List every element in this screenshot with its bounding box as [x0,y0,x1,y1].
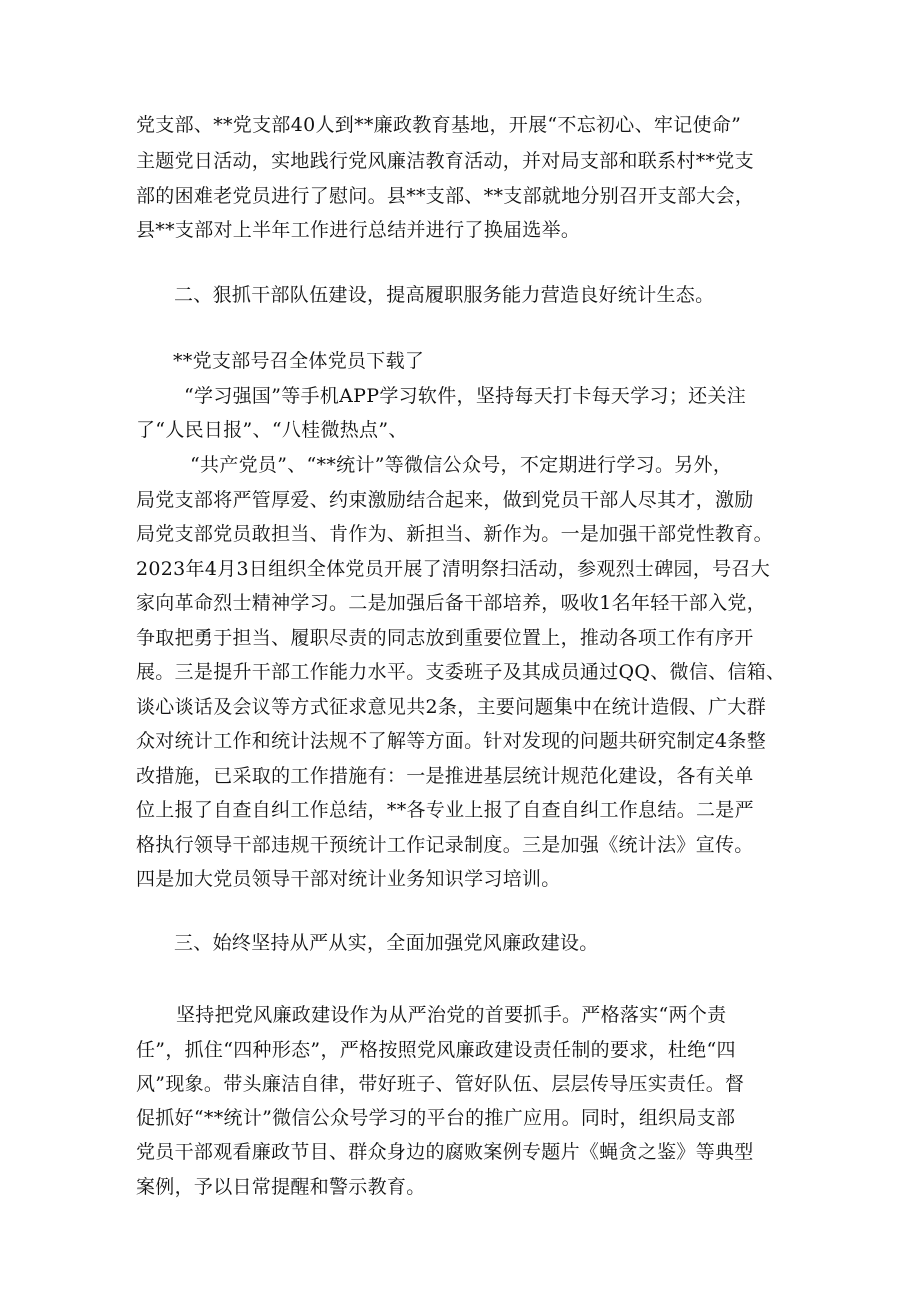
paragraph-line: 任”，抓住“四种形态”，严格按照党风廉政建设责任制的要求，杜绝“四 [136,1039,736,1061]
paragraph-line: 众对统计工作和统计法规不了解等方面。针对发现的问题共研究制定4条整 [136,730,766,752]
section-heading-3: 三、始终坚持从严从实，全面加强党风廉政建设。 [174,932,599,954]
paragraph-line: 改措施，已采取的工作措施有：一是推进基层统计规范化建设，各有关单 [136,765,754,787]
paragraph-line: “共产党员”、“**统计”等微信公众号，不定期进行学习。另外， [190,454,733,476]
section-heading-2: 二、狠抓干部队伍建设，提高履职服务能力营造良好统计生态。 [174,284,715,306]
paragraph-line: 促抓好“**统计”微信公众号学习的平台的推广应用。同时，组织局支部 [136,1107,736,1129]
paragraph-line: 风”现象。带头廉洁自律，带好班子、管好队伍、层层传导压实责任。督 [136,1073,745,1095]
paragraph-line: 争取把勇于担当、履职尽责的同志放到重要位置上，推动各项工作有序开 [136,627,754,649]
paragraph-line: 党员干部观看廉政节目、群众身边的腐败案例专题片《蝇贪之鉴》等典型 [136,1141,754,1163]
paragraph-line: **党支部号召全体党员下载了 [173,350,425,372]
paragraph-line: 2023年4月3日组织全体党员开展了清明祭扫活动，参观烈士碑园，号召大 [136,558,771,580]
paragraph-line: 了“人民日报”、“八桂微热点”、 [136,419,408,441]
paragraph-line: 案例，予以日常提醒和警示教育。 [136,1176,426,1198]
paragraph-line: 家向革命烈士精神学习。二是加强后备干部培养，吸收1名年轻干部入党， [136,592,766,614]
paragraph-line: 四是加大党员领导干部对统计业务知识学习培训。 [136,868,561,890]
paragraph-line: 格执行领导干部违规干预统计工作记录制度。三是加强《统计法》宣传。 [136,834,754,856]
paragraph-line: 局党支部将严管厚爱、约束激励结合起来，做到党员干部人尽其才，激励 [136,489,754,511]
paragraph-line: 展。三是提升干部工作能力水平。支委班子及其成员通过QQ、微信、信箱、 [136,661,786,683]
paragraph-line: 位上报了自查自纠工作总结，**各专业上报了自查自纠工作息结。二是严 [136,799,754,821]
paragraph-line: 坚持把党风廉政建设作为从严治党的首要抓手。严格落实“两个责 [176,1004,727,1026]
paragraph-line: 谈心谈话及会议等方式征求意见共2条，主要问题集中在统计造假、广大群 [136,696,766,718]
paragraph-line: 部的困难老党员进行了慰问。县**支部、**支部就地分别召开支部大会， [136,185,755,207]
paragraph-line: “学习强国”等手机APP学习软件，坚持每天打卡每天学习；还关注 [184,385,747,407]
paragraph-line: 党支部、**党支部40人到**廉政教育基地，开展“不忘初心、牢记使命” [136,114,742,136]
paragraph-line: 主题党日活动，实地践行党风廉洁教育活动，并对局支部和联系村**党支 [136,150,754,172]
paragraph-line: 县**支部对上半年工作进行总结并进行了换届选举。 [136,219,581,241]
paragraph-line: 局党支部党员敢担当、肯作为、新担当、新作为。一是加强干部党性教育。 [136,523,773,545]
